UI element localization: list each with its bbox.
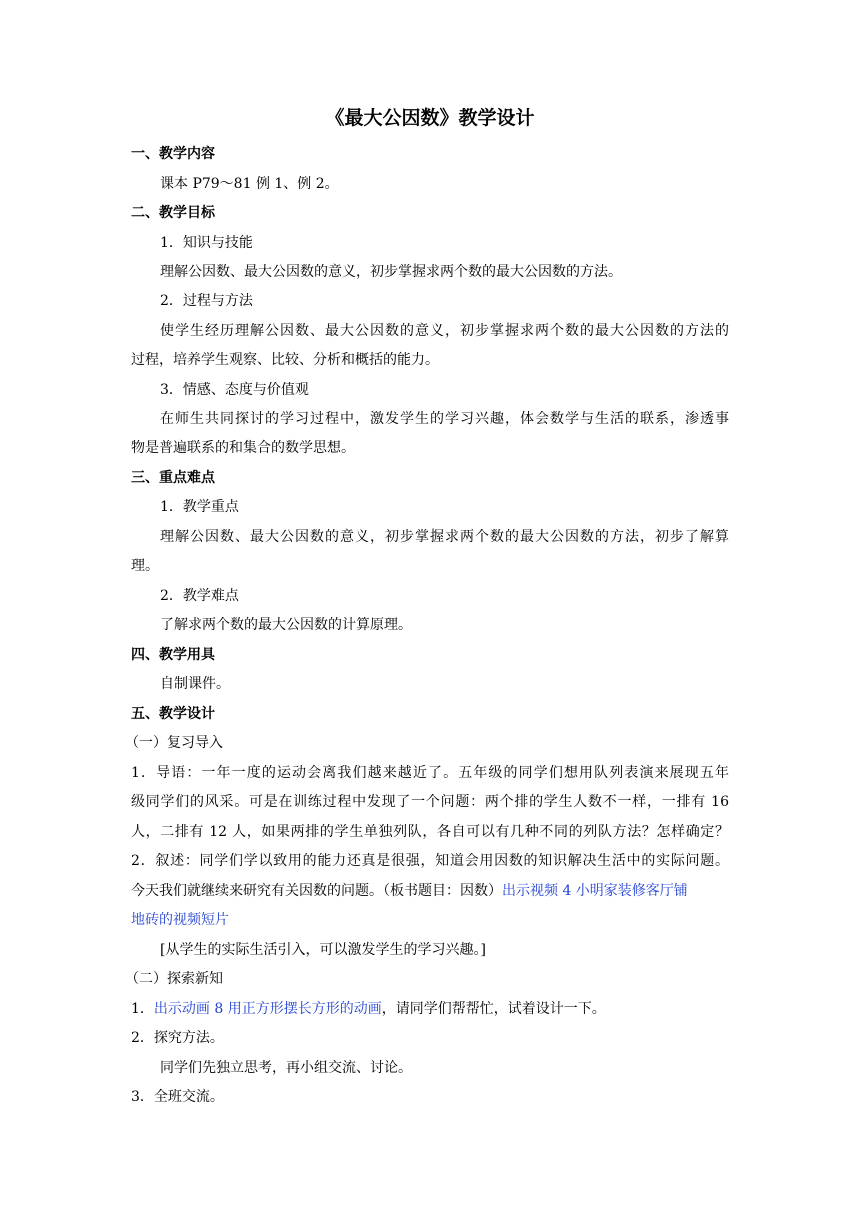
paragraph: 1．导语：一年一度的运动会离我们越来越近了。五年级的同学们想用队列表演来展现五年 (131, 765, 729, 781)
paragraph: 使学生经历理解公因数、最大公因数的意义，初步掌握求两个数的最大公因数的方法的 (160, 323, 729, 339)
paragraph-text: ，请同学们帮帮忙，试着设计一下。 (381, 1001, 606, 1017)
video-link-continued[interactable]: 地砖的视频短片 (131, 912, 229, 928)
animation-link[interactable]: 出示动画 8 用正方形摆长方形的动画 (153, 1001, 382, 1017)
subheading: 2．过程与方法 (160, 293, 253, 309)
paragraph: 物是普遍联系的和集合的数学思想。 (131, 440, 355, 456)
document-title: 《最大公因数》教学设计 (325, 107, 535, 129)
section-heading-tools: 四、教学用具 (131, 647, 215, 663)
paragraph: 过程，培养学生观察、比较、分析和概括的能力。 (131, 352, 439, 368)
video-link[interactable]: 出示视频 4 小明家装修客厅铺 (502, 883, 688, 899)
paragraph: 2．叙述：同学们学以致用的能力还真是很强，知道会用因数的知识解决生活中的实际问题。 (131, 853, 729, 869)
list-number: 1． (131, 1001, 154, 1017)
paragraph: 级同学们的风采。可是在训练过程中发现了一个问题：两个排的学生人数不一样，一排有 16 (131, 794, 729, 810)
subheading: 3．情感、态度与价值观 (160, 382, 309, 398)
paragraph: 在师生共同探讨的学习过程中，激发学生的学习兴趣，体会数学与生活的联系，渗透事 (160, 411, 729, 427)
subheading: 2．教学难点 (160, 588, 239, 604)
paragraph: 课本 P79～81 例 1、例 2。 (160, 176, 339, 192)
paragraph: 人，二排有 12 人，如果两排的学生单独列队，各自可以有几种不同的列队方法？怎样确定？ (131, 824, 729, 840)
paragraph: 2．探究方法。 (131, 1030, 224, 1046)
section-heading-content: 一、教学内容 (131, 146, 215, 162)
paragraph: 理解公因数、最大公因数的意义，初步掌握求两个数的最大公因数的方法。 (160, 264, 622, 280)
section-heading-keypoints: 三、重点难点 (131, 470, 215, 486)
paragraph: 自制课件。 (160, 676, 230, 692)
part-heading: （二）探索新知 (125, 971, 223, 987)
teaching-note: [从学生的实际生活引入，可以激发学生的学习兴趣。] (160, 942, 486, 958)
paragraph-text: 今天我们就继续来研究有关因数的问题。（板书题目：因数） (131, 883, 502, 899)
subheading: 1．教学重点 (160, 499, 239, 515)
paragraph: 了解求两个数的最大公因数的计算原理。 (160, 617, 412, 633)
paragraph: 3．全班交流。 (131, 1089, 224, 1105)
paragraph: 理解公因数、最大公因数的意义，初步掌握求两个数的最大公因数的方法，初步了解算 (160, 529, 729, 545)
part-heading: （一）复习导入 (125, 735, 223, 751)
paragraph: 理。 (131, 558, 159, 574)
section-heading-design: 五、教学设计 (131, 706, 215, 722)
section-heading-goals: 二、教学目标 (131, 205, 215, 221)
paragraph (131, 881, 688, 901)
paragraph: 同学们先独立思考，再小组交流、讨论。 (160, 1060, 412, 1076)
subheading: 1．知识与技能 (160, 235, 253, 251)
paragraph (131, 999, 606, 1019)
